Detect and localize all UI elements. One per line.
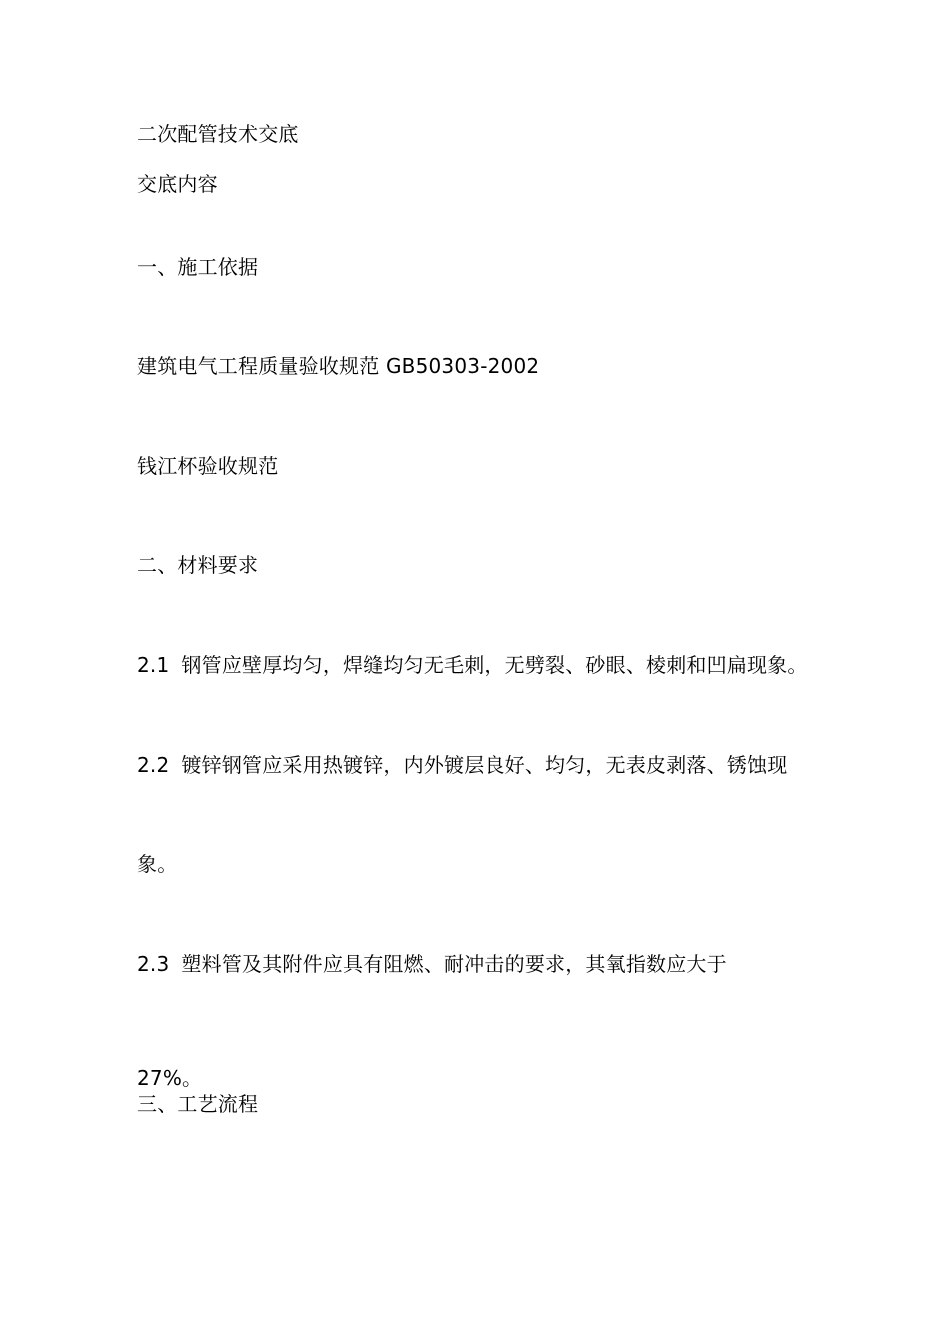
material-item-2-3-continuation: 27%。 — [137, 1066, 203, 1090]
item-number: 2.1 — [137, 653, 170, 677]
section-heading-basis: 一、施工依据 — [137, 255, 259, 279]
document-title: 二次配管技术交底 — [137, 122, 299, 146]
item-text: 镀锌钢管应采用热镀锌，内外镀层良好、均匀，无表皮剥落、锈蚀现 — [181, 753, 788, 777]
section-heading-process: 三、工艺流程 — [137, 1092, 259, 1116]
material-item-2-2-continuation: 象。 — [137, 852, 178, 876]
item-number: 2.3 — [137, 952, 170, 976]
document-subtitle: 交底内容 — [137, 172, 218, 196]
basis-item-standard: 建筑电气工程质量验收规范 GB50303-2002 — [137, 354, 540, 378]
material-item-2-2 — [137, 753, 787, 777]
basis-item-qiantang-cup: 钱江杯验收规范 — [137, 454, 279, 478]
section-heading-materials: 二、材料要求 — [137, 553, 259, 577]
item-text: 钢管应壁厚均匀，焊缝均匀无毛刺，无劈裂、砂眼、棱刺和凹扁现象。 — [181, 653, 808, 677]
material-item-2-1 — [137, 653, 808, 677]
item-number: 2.2 — [137, 753, 170, 777]
item-text: 塑料管及其附件应具有阻燃、耐冲击的要求，其氧指数应大于 — [181, 952, 727, 976]
material-item-2-3 — [137, 952, 727, 976]
